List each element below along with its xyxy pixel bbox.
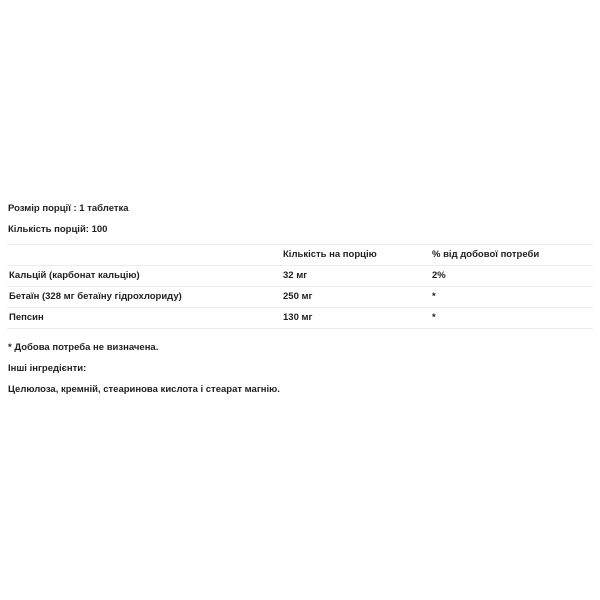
other-ingredients-label: Інші інгредієнти: — [8, 363, 87, 374]
daily-value-footnote: * Добова потреба не визначена. — [8, 342, 159, 353]
other-ingredients-list: Целюлоза, кремній, стеаринова кислота і стеарат магнію. — [8, 384, 280, 395]
nutrition-table — [7, 244, 593, 329]
table-row — [7, 287, 593, 308]
servings-per-container: Кількість порцій: 100 — [8, 224, 108, 235]
table-row — [7, 266, 593, 287]
ingredient-daily-value: 2% — [430, 266, 593, 287]
ingredient-name: Бетаїн (328 мг бетаїну гідрохлориду) — [7, 287, 281, 308]
ingredient-amount: 32 мг — [281, 266, 430, 287]
serving-size: Розмір порції : 1 таблетка — [8, 203, 129, 214]
header-amount-per-serving: Кількість на порцію — [281, 245, 430, 266]
table-row — [7, 308, 593, 329]
ingredient-daily-value: * — [430, 287, 593, 308]
ingredient-amount: 130 мг — [281, 308, 430, 329]
header-daily-value: % від добової потреби — [430, 245, 593, 266]
ingredient-name: Кальцій (карбонат кальцію) — [7, 266, 281, 287]
ingredient-amount: 250 мг — [281, 287, 430, 308]
header-ingredient — [7, 245, 281, 266]
ingredient-name: Пепсин — [7, 308, 281, 329]
supplement-facts-panel — [7, 198, 593, 400]
ingredient-daily-value: * — [430, 308, 593, 329]
table-header-row — [7, 245, 593, 266]
